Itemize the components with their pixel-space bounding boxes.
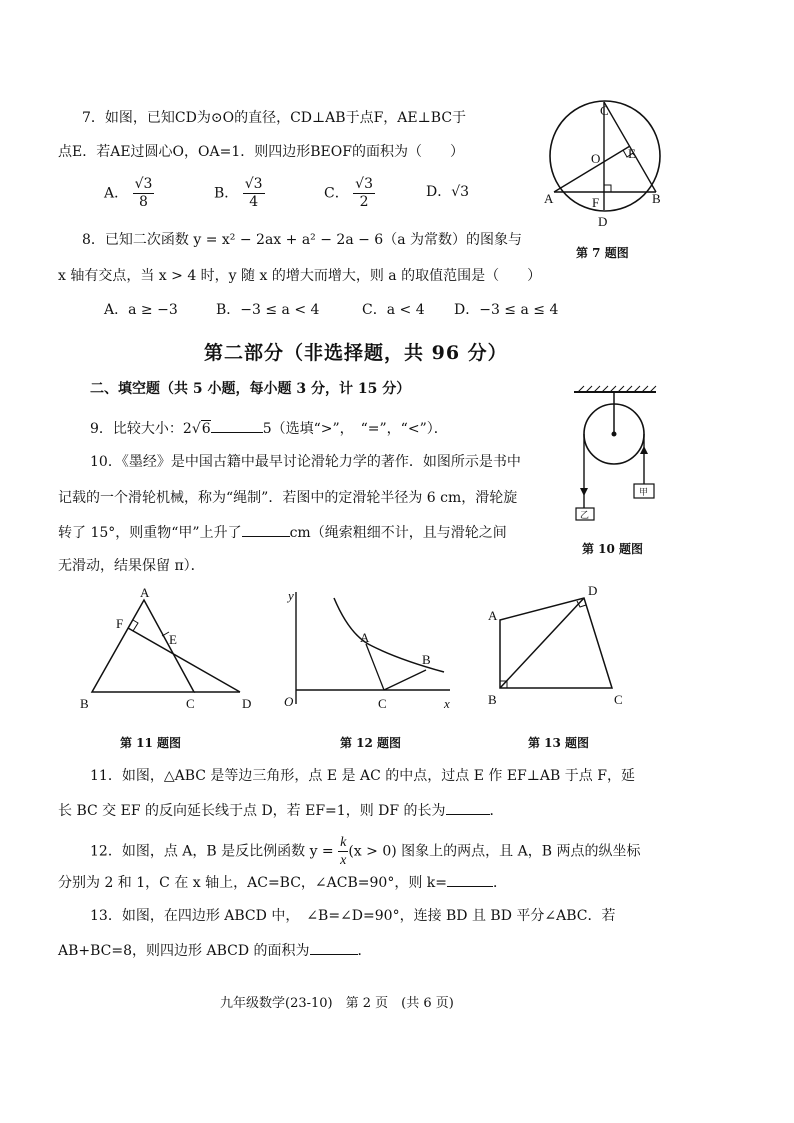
figure-11-caption: 第 11 题图 [120,736,182,750]
q13-line1: 13．如图，在四边形 ABCD 中， ∠B=∠D=90°，连接 BD 且 BD 平分∠ABC．若 [90,908,616,924]
figure-10-pulley-diagram [570,384,660,530]
q7-option-a: A． $\frac{√3}{8}$ [104,176,153,210]
weight-yi-label: 乙 [580,510,590,520]
right-angle-f [133,620,138,631]
label-b: B [488,692,497,707]
pulley-axle [612,432,617,437]
label-c: C [378,696,387,711]
q7-number: 7． [82,110,105,126]
q9-number: 9． [90,421,113,437]
q8-number: 8． [82,232,105,248]
q7-line1: 7．如图，已知CD为⊙O的直径，CD⊥AB于点F，AE⊥BC于 [82,110,467,126]
q12-answer-blank[interactable] [447,872,493,887]
q8-option-c: C．a < 4 [362,302,425,318]
label-e: E [169,632,177,647]
q12-number: 12． [90,843,122,860]
q11-line2: 长 BC 交 EF 的反向延长线于点 D，若 EF=1，则 DF 的长为 ． [58,800,504,821]
right-angle-f [604,185,611,192]
figure-12-hyperbola-diagram [280,584,460,716]
label-b: B [422,652,431,667]
q12-line1: 12．如图，点 A，B 是反比例函数 y = $\frac{k}{x}$ (x > 0) 图象上的两点，且 A，B 两点的纵坐标 [90,835,641,868]
fill-in-section-title: 二、填空题（共 5 小题，每小题 3 分，计 15 分） [90,381,411,397]
q8-line2: x 轴有交点，当 x > 4 时，y 随 x 的增大而增大，则 a 的取值范围是（ ） [58,268,542,284]
label-f: F [116,616,124,631]
q10-line4: 无滑动，结果保留 π）． [58,558,205,574]
q7-option-c: C． $\frac{√3}{2}$ [324,176,373,210]
q13-number: 13． [90,908,122,924]
q8-option-d: D．−3 ≤ a ≤ 4 [454,302,559,318]
label-b: B [80,696,89,711]
label-y: y [288,588,294,603]
q7-option-b-fraction: $\frac{√3}{4}$ [244,176,263,210]
figure-13-quadrilateral-diagram [484,580,634,716]
label-a: A [360,630,370,645]
q12-line2: 分别为 2 和 1，C 在 x 轴上，AC=BC，∠ACB=90°，则 k= ． [58,872,507,893]
label-c: C [600,103,609,118]
q10-line1: 10．《墨经》是中国古籍中最早讨论滑轮力学的著作．如图所示是书中 [90,454,521,470]
q8-option-a: A．a ≥ −3 [104,302,178,318]
label-d: D [598,214,608,229]
label-e: E [628,146,636,161]
label-d: D [242,696,252,711]
label-a: A [544,191,554,206]
q9-radicand: 6 [201,421,211,437]
q13-line2: AB+BC=8，则四边形 ABCD 的面积为 ． [58,940,372,961]
label-f: F [592,195,600,210]
q10-number: 10． [90,454,122,470]
q11-answer-blank[interactable] [446,800,490,815]
q7-option-a-fraction: $\frac{√3}{8}$ [134,176,153,210]
q7-option-b: B． $\frac{√3}{4}$ [214,176,263,210]
q11-line1: 11．如图，△ABC 是等边三角形，点 E 是 AC 的中点，过点 E 作 EF⊥AB 于点 F，延 [90,768,635,784]
q8-option-b: B．−3 ≤ a < 4 [216,302,320,318]
label-d: D [588,583,598,598]
diagonal-bd [500,598,584,688]
label-c: C [614,692,623,707]
figure-12-caption: 第 12 题图 [340,736,402,750]
q10-line2: 记载的一个滑轮机械，称为“绳制”．若图中的定滑轮半径为 6 cm，滑轮旋 [58,490,518,506]
q7-option-c-fraction: $\frac{√3}{2}$ [355,176,373,210]
label-b: B [652,191,661,206]
figure-11-triangle-diagram [76,584,266,716]
q13-answer-blank[interactable] [310,940,358,955]
q10-line3: 转了 15°，则重物“甲”上升了 cm（绳索粗细不计，且与滑轮之间 [58,522,507,543]
label-o: O [591,151,601,166]
q8-line1: 8．已知二次函数 y = x² − 2ax + a² − 2a − 6（a 为常数）的图象与 [82,232,523,248]
part-two-title: 第二部分（非选择题，共 96 分） [204,342,508,364]
label-a: A [488,608,498,623]
figure-7-circle-diagram [540,100,670,235]
q7-line2: 点E．若AE过圆心O，OA=1．则四边形BEOF的面积为（ ） [58,144,464,160]
label-x: x [444,696,450,711]
q10-answer-blank[interactable] [242,522,290,537]
label-c: C [186,696,195,711]
segment-df [128,628,240,692]
quadrilateral-abcd [500,598,612,688]
segment-cb [384,670,426,690]
figure-10-caption: 第 10 题图 [582,542,644,556]
q12-fraction-k-over-x: $\frac{k}{x}$ [340,835,347,868]
triangle-abc [92,600,194,692]
q7-option-d: D．√3 [426,184,470,200]
label-o: O [284,694,294,709]
label-a: A [140,585,150,600]
figure-7-caption: 第 7 题图 [576,246,629,260]
left-arrow-down [580,488,588,496]
q9-answer-blank[interactable] [211,418,263,433]
weight-jia-label: 甲 [639,487,649,497]
q11-number: 11． [90,768,122,784]
figure-13-caption: 第 13 题图 [528,736,590,750]
page-footer: 九年级数学(23-10) 第 2 页 (共 6 页) [220,996,454,1011]
q9-text: 9．比较大小：2√6 5（选填“>”， “=”，“<”）． [90,418,448,439]
